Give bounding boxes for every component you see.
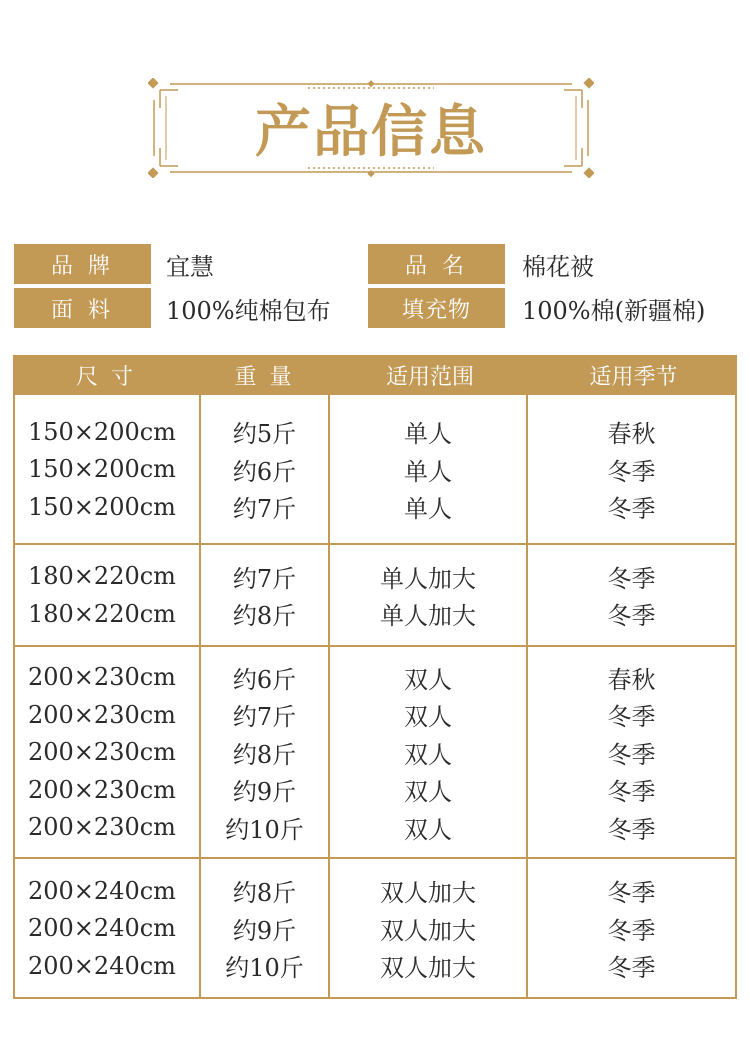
table-cell-size: 200×240cm [28, 914, 176, 942]
table-cell-season: 冬季 [607, 495, 656, 523]
table-cell-range: 双人 [404, 665, 452, 694]
table-cell-size: 150×200cm [28, 492, 176, 521]
table-cell-weight: 约9斤 [232, 778, 297, 806]
range-column [328, 647, 526, 857]
table-cell-range: 双人 [404, 703, 452, 731]
table-cell-size: 200×230cm [28, 813, 176, 841]
table-cell-weight: 约6斤 [232, 665, 297, 694]
table-cell-season: 冬季 [607, 564, 656, 593]
brand-label: 品 牌 [14, 244, 151, 284]
table-cell-weight: 约6斤 [232, 457, 297, 486]
header-weight: 重 量 [234, 364, 295, 390]
table-cell-range: 双人 [404, 740, 452, 769]
table-header [13, 355, 737, 395]
size-column [15, 545, 199, 645]
table-cell-range: 双人 [404, 778, 452, 806]
table-cell-size: 200×240cm [28, 951, 176, 980]
season-column [526, 647, 735, 857]
table-cell-season: 冬季 [607, 703, 656, 731]
table-cell-weight: 约9斤 [232, 916, 297, 945]
table-cell-range: 单人加大 [380, 564, 476, 593]
table-cell-size: 200×230cm [28, 700, 176, 729]
table-cell-weight: 约8斤 [232, 602, 297, 631]
table-cell-range: 单人 [404, 457, 452, 486]
table-cell-season: 冬季 [607, 602, 656, 631]
table-cell-range: 单人 [404, 420, 452, 448]
table-group [13, 859, 737, 999]
season-column [526, 545, 735, 645]
size-column [15, 395, 199, 543]
table-cell-season: 冬季 [607, 879, 656, 907]
table-cell-season: 春秋 [607, 665, 656, 694]
table-cell-weight: 约7斤 [232, 703, 297, 731]
product-info [14, 244, 736, 332]
range-column [328, 859, 526, 997]
fabric-label: 面 料 [14, 288, 151, 328]
table-cell-season: 冬季 [607, 954, 656, 982]
table-cell-size: 200×240cm [28, 876, 176, 905]
table-cell-size: 150×200cm [28, 455, 176, 483]
table-cell-weight: 约10斤 [225, 954, 304, 982]
table-group [13, 647, 737, 859]
table-cell-weight: 约10斤 [225, 815, 304, 844]
page-title: 产品信息 [255, 100, 487, 165]
product-name-label: 品 名 [368, 244, 505, 284]
header-season: 适用季节 [589, 364, 678, 390]
weight-column [199, 395, 328, 543]
table-cell-size: 200×230cm [28, 738, 176, 766]
table-cell-weight: 约7斤 [232, 564, 297, 593]
table-cell-season: 冬季 [607, 457, 656, 486]
range-column [328, 545, 526, 645]
table-cell-size: 200×230cm [28, 663, 176, 691]
header-range: 适用范围 [385, 364, 474, 390]
table-cell-weight: 约7斤 [232, 495, 297, 523]
info-row-brand [14, 244, 736, 284]
season-column [526, 859, 735, 997]
table-cell-weight: 约8斤 [232, 879, 297, 907]
table-cell-season: 冬季 [607, 815, 656, 844]
table-cell-size: 180×220cm [28, 562, 176, 591]
table-cell-season: 冬季 [607, 740, 656, 769]
season-column [526, 395, 735, 543]
table-group [13, 395, 737, 545]
table-cell-weight: 约8斤 [232, 740, 297, 769]
table-cell-range: 双人 [404, 815, 452, 844]
table-cell-range: 双人加大 [380, 954, 476, 982]
weight-column [199, 647, 328, 857]
weight-column [199, 545, 328, 645]
table-cell-season: 春秋 [607, 420, 656, 448]
brand-value: 宜慧 [166, 252, 214, 281]
size-column [15, 647, 199, 857]
table-cell-weight: 约5斤 [232, 420, 297, 448]
table-cell-range: 双人加大 [380, 879, 476, 907]
table-cell-season: 冬季 [607, 916, 656, 945]
table-cell-range: 单人 [404, 495, 452, 523]
range-column [328, 395, 526, 543]
filling-label: 填充物 [368, 288, 505, 328]
table-cell-size: 150×200cm [28, 417, 176, 446]
filling-value: 100%棉(新疆棉) [522, 296, 706, 325]
table-cell-size: 200×230cm [28, 775, 176, 804]
info-row-fabric [14, 288, 736, 328]
fabric-value: 100%纯棉包布 [166, 296, 331, 325]
product-name-value: 棉花被 [522, 252, 594, 281]
size-table [13, 355, 737, 999]
table-cell-range: 双人加大 [380, 916, 476, 945]
title-frame [148, 78, 594, 178]
size-column [15, 859, 199, 997]
table-cell-range: 单人加大 [380, 602, 476, 631]
weight-column [199, 859, 328, 997]
table-cell-size: 180×220cm [28, 599, 176, 628]
table-group [13, 545, 737, 647]
table-cell-season: 冬季 [607, 778, 656, 806]
header-size: 尺 寸 [76, 364, 136, 390]
